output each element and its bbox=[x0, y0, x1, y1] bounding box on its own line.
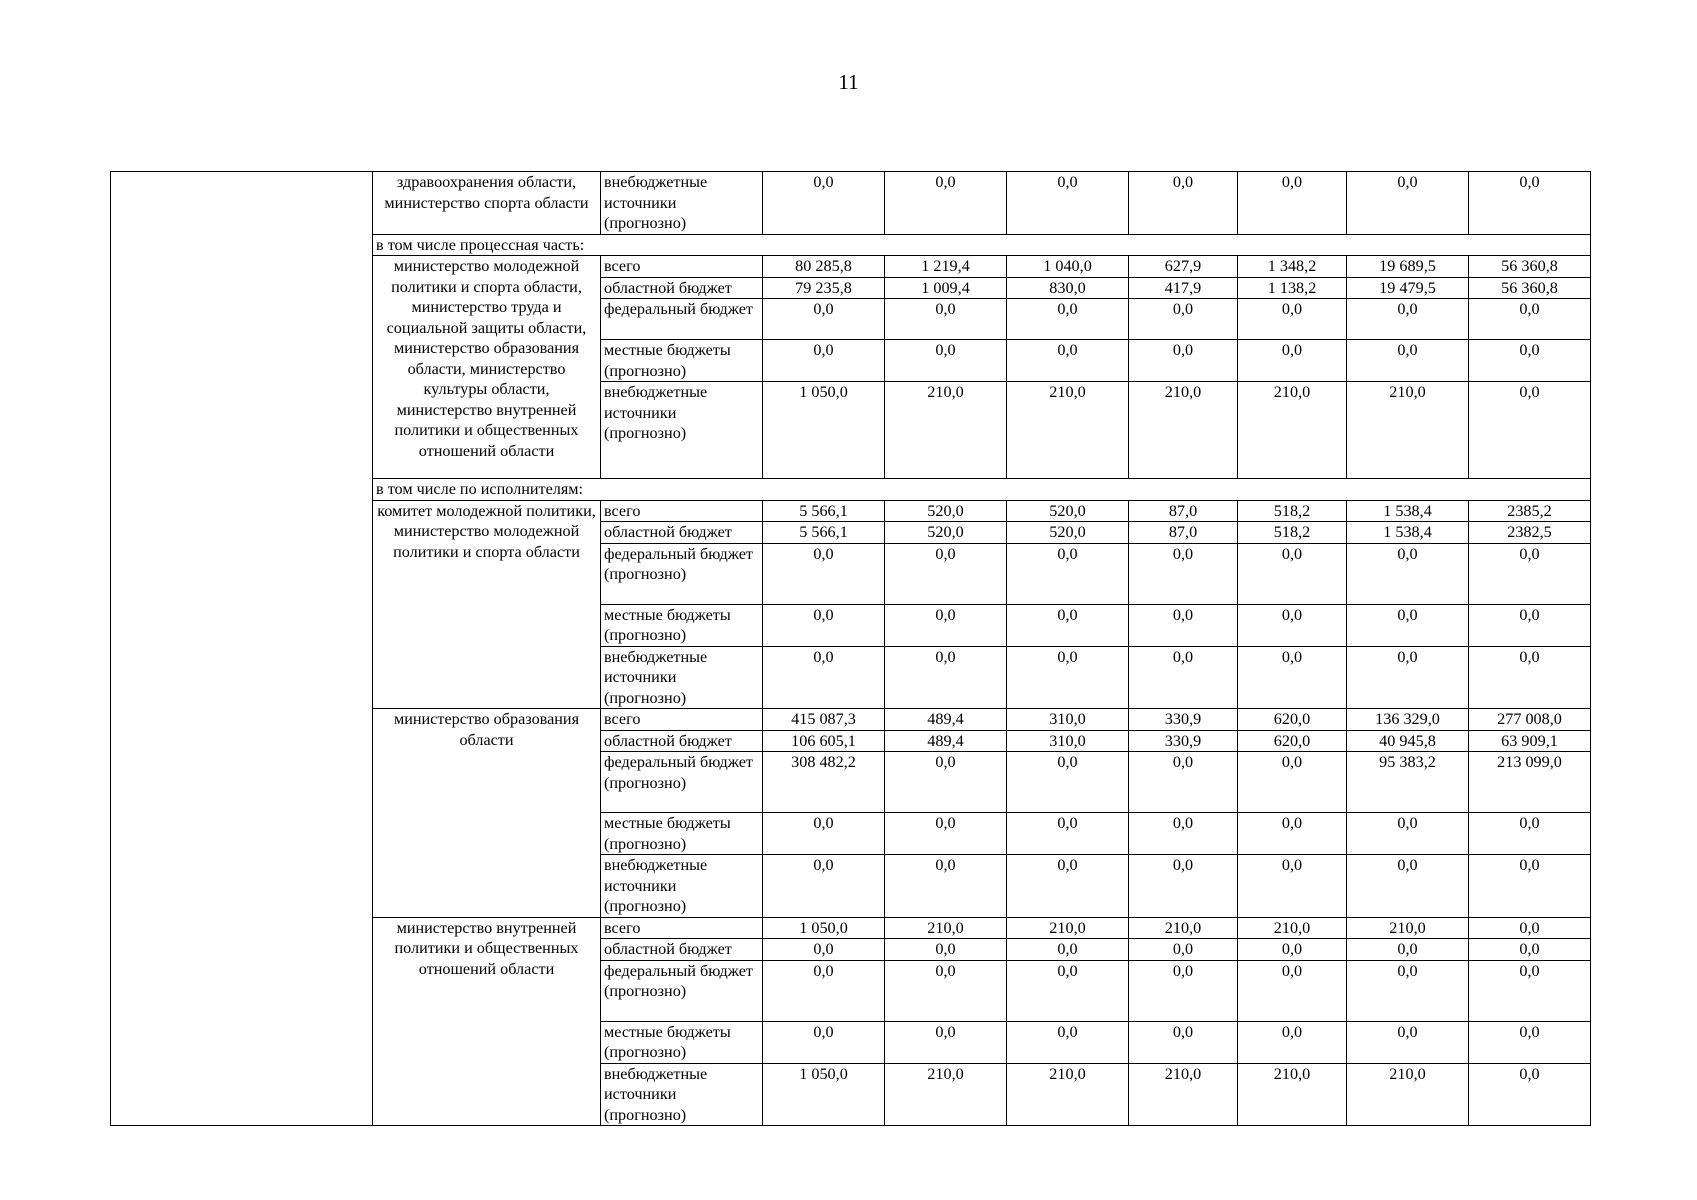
executor-cell: министерство внутренней политики и общественных отношений области bbox=[373, 917, 601, 1126]
value-cell: 80 285,8 bbox=[763, 256, 885, 278]
value-cell: 63 909,1 bbox=[1469, 730, 1591, 752]
funding-source-cell: областной бюджет bbox=[601, 277, 763, 299]
funding-source-cell: внебюджетные источники (прогнозно) bbox=[601, 1063, 763, 1126]
value-cell: 0,0 bbox=[1347, 543, 1469, 604]
funding-source-cell: местные бюджеты (прогнозно) bbox=[601, 1021, 763, 1063]
value-cell: 310,0 bbox=[1007, 730, 1129, 752]
value-cell: 330,9 bbox=[1129, 730, 1238, 752]
value-cell: 19 689,5 bbox=[1347, 256, 1469, 278]
value-cell: 0,0 bbox=[885, 813, 1007, 855]
funding-source-cell: внебюджетные источники (прогнозно) bbox=[601, 382, 763, 479]
value-cell: 0,0 bbox=[1129, 646, 1238, 709]
value-cell: 210,0 bbox=[1007, 382, 1129, 479]
blank-first-column bbox=[111, 172, 373, 1126]
value-cell: 0,0 bbox=[1129, 1021, 1238, 1063]
value-cell: 489,4 bbox=[885, 709, 1007, 731]
funding-source-cell: областной бюджет bbox=[601, 522, 763, 544]
value-cell: 0,0 bbox=[1347, 1021, 1469, 1063]
value-cell: 0,0 bbox=[1238, 604, 1347, 646]
value-cell: 1 009,4 bbox=[885, 277, 1007, 299]
value-cell: 0,0 bbox=[1347, 855, 1469, 918]
value-cell: 0,0 bbox=[1469, 1063, 1591, 1126]
value-cell: 0,0 bbox=[1238, 646, 1347, 709]
value-cell: 0,0 bbox=[1238, 813, 1347, 855]
value-cell: 0,0 bbox=[763, 1021, 885, 1063]
value-cell: 56 360,8 bbox=[1469, 277, 1591, 299]
value-cell: 0,0 bbox=[1469, 939, 1591, 961]
value-cell: 1 538,4 bbox=[1347, 522, 1469, 544]
value-cell: 0,0 bbox=[1007, 604, 1129, 646]
value-cell: 0,0 bbox=[1469, 543, 1591, 604]
value-cell: 0,0 bbox=[763, 172, 885, 235]
value-cell: 210,0 bbox=[885, 1063, 1007, 1126]
value-cell: 0,0 bbox=[885, 299, 1007, 340]
value-cell: 415 087,3 bbox=[763, 709, 885, 731]
funding-source-cell: областной бюджет bbox=[601, 730, 763, 752]
value-cell: 627,9 bbox=[1129, 256, 1238, 278]
value-cell: 2382,5 bbox=[1469, 522, 1591, 544]
value-cell: 0,0 bbox=[1007, 813, 1129, 855]
value-cell: 87,0 bbox=[1129, 500, 1238, 522]
value-cell: 1 050,0 bbox=[763, 917, 885, 939]
value-cell: 520,0 bbox=[885, 500, 1007, 522]
value-cell: 0,0 bbox=[1007, 960, 1129, 1021]
value-cell: 0,0 bbox=[1238, 960, 1347, 1021]
value-cell: 210,0 bbox=[1347, 382, 1469, 479]
value-cell: 0,0 bbox=[763, 646, 885, 709]
value-cell: 0,0 bbox=[1007, 752, 1129, 813]
value-cell: 210,0 bbox=[1238, 1063, 1347, 1126]
value-cell: 0,0 bbox=[1469, 382, 1591, 479]
value-cell: 0,0 bbox=[1129, 543, 1238, 604]
funding-source-cell: внебюджетные источники (прогнозно) bbox=[601, 172, 763, 235]
value-cell: 210,0 bbox=[1347, 917, 1469, 939]
value-cell: 0,0 bbox=[1007, 939, 1129, 961]
section-label: в том числе процессная часть: bbox=[373, 234, 1591, 256]
value-cell: 0,0 bbox=[1469, 855, 1591, 918]
value-cell: 213 099,0 bbox=[1469, 752, 1591, 813]
value-cell: 0,0 bbox=[885, 855, 1007, 918]
value-cell: 0,0 bbox=[763, 604, 885, 646]
value-cell: 210,0 bbox=[1007, 917, 1129, 939]
value-cell: 1 050,0 bbox=[763, 1063, 885, 1126]
value-cell: 210,0 bbox=[1129, 917, 1238, 939]
value-cell: 1 538,4 bbox=[1347, 500, 1469, 522]
value-cell: 210,0 bbox=[1129, 382, 1238, 479]
value-cell: 0,0 bbox=[1238, 340, 1347, 382]
value-cell: 0,0 bbox=[1129, 855, 1238, 918]
value-cell: 210,0 bbox=[885, 917, 1007, 939]
value-cell: 0,0 bbox=[885, 646, 1007, 709]
value-cell: 210,0 bbox=[885, 382, 1007, 479]
value-cell: 417,9 bbox=[1129, 277, 1238, 299]
table-row bbox=[111, 172, 1591, 235]
value-cell: 0,0 bbox=[885, 604, 1007, 646]
value-cell: 0,0 bbox=[1347, 939, 1469, 961]
value-cell: 210,0 bbox=[1238, 382, 1347, 479]
value-cell: 0,0 bbox=[1238, 543, 1347, 604]
value-cell: 620,0 bbox=[1238, 709, 1347, 731]
value-cell: 620,0 bbox=[1238, 730, 1347, 752]
value-cell: 0,0 bbox=[1347, 172, 1469, 235]
funding-source-cell: местные бюджеты (прогнозно) bbox=[601, 340, 763, 382]
value-cell: 0,0 bbox=[1469, 172, 1591, 235]
value-cell: 308 482,2 bbox=[763, 752, 885, 813]
value-cell: 0,0 bbox=[885, 340, 1007, 382]
value-cell: 106 605,1 bbox=[763, 730, 885, 752]
value-cell: 79 235,8 bbox=[763, 277, 885, 299]
funding-source-cell: федеральный бюджет bbox=[601, 299, 763, 340]
value-cell: 56 360,8 bbox=[1469, 256, 1591, 278]
value-cell: 1 348,2 bbox=[1238, 256, 1347, 278]
executor-cell: министерство образования области bbox=[373, 709, 601, 918]
value-cell: 0,0 bbox=[1129, 340, 1238, 382]
value-cell: 0,0 bbox=[1347, 813, 1469, 855]
value-cell: 210,0 bbox=[1238, 917, 1347, 939]
funding-source-cell: внебюджетные источники (прогнозно) bbox=[601, 646, 763, 709]
value-cell: 0,0 bbox=[763, 960, 885, 1021]
value-cell: 0,0 bbox=[885, 939, 1007, 961]
value-cell: 520,0 bbox=[1007, 500, 1129, 522]
value-cell: 0,0 bbox=[1238, 855, 1347, 918]
value-cell: 0,0 bbox=[1469, 604, 1591, 646]
funding-source-cell: внебюджетные источники (прогнозно) bbox=[601, 855, 763, 918]
value-cell: 0,0 bbox=[763, 543, 885, 604]
value-cell: 87,0 bbox=[1129, 522, 1238, 544]
value-cell: 0,0 bbox=[1129, 299, 1238, 340]
value-cell: 0,0 bbox=[1469, 1021, 1591, 1063]
table-body bbox=[111, 172, 1591, 1126]
value-cell: 520,0 bbox=[1007, 522, 1129, 544]
value-cell: 210,0 bbox=[1129, 1063, 1238, 1126]
section-label: в том числе по исполнителям: bbox=[373, 479, 1591, 501]
value-cell: 210,0 bbox=[1007, 1063, 1129, 1126]
value-cell: 0,0 bbox=[1007, 172, 1129, 235]
value-cell: 0,0 bbox=[885, 543, 1007, 604]
value-cell: 0,0 bbox=[1007, 340, 1129, 382]
value-cell: 277 008,0 bbox=[1469, 709, 1591, 731]
value-cell: 0,0 bbox=[1129, 172, 1238, 235]
value-cell: 0,0 bbox=[885, 1021, 1007, 1063]
budget-table bbox=[110, 171, 1591, 1126]
value-cell: 0,0 bbox=[1238, 752, 1347, 813]
value-cell: 0,0 bbox=[1129, 939, 1238, 961]
value-cell: 19 479,5 bbox=[1347, 277, 1469, 299]
value-cell: 489,4 bbox=[885, 730, 1007, 752]
value-cell: 0,0 bbox=[1007, 646, 1129, 709]
value-cell: 0,0 bbox=[1469, 813, 1591, 855]
value-cell: 5 566,1 bbox=[763, 522, 885, 544]
value-cell: 0,0 bbox=[1347, 960, 1469, 1021]
value-cell: 0,0 bbox=[763, 340, 885, 382]
funding-source-cell: федеральный бюджет (прогнозно) bbox=[601, 752, 763, 813]
value-cell: 40 945,8 bbox=[1347, 730, 1469, 752]
executor-cell: комитет молодежной политики, министерство молодежной политики и спорта области bbox=[373, 500, 601, 709]
value-cell: 0,0 bbox=[1347, 604, 1469, 646]
value-cell: 0,0 bbox=[885, 172, 1007, 235]
page-number: 11 bbox=[838, 70, 859, 94]
value-cell: 0,0 bbox=[1007, 543, 1129, 604]
funding-source-cell: местные бюджеты (прогнозно) bbox=[601, 813, 763, 855]
value-cell: 0,0 bbox=[885, 752, 1007, 813]
value-cell: 0,0 bbox=[1238, 299, 1347, 340]
value-cell: 1 050,0 bbox=[763, 382, 885, 479]
executor-cell: здравоохранения области, министерство спорта области bbox=[373, 172, 601, 235]
funding-source-cell: всего bbox=[601, 256, 763, 278]
value-cell: 210,0 bbox=[1347, 1063, 1469, 1126]
value-cell: 330,9 bbox=[1129, 709, 1238, 731]
value-cell: 95 383,2 bbox=[1347, 752, 1469, 813]
value-cell: 1 040,0 bbox=[1007, 256, 1129, 278]
value-cell: 0,0 bbox=[1238, 1021, 1347, 1063]
value-cell: 0,0 bbox=[1347, 299, 1469, 340]
value-cell: 0,0 bbox=[1469, 299, 1591, 340]
value-cell: 0,0 bbox=[885, 960, 1007, 1021]
funding-source-cell: федеральный бюджет (прогнозно) bbox=[601, 543, 763, 604]
value-cell: 0,0 bbox=[1347, 340, 1469, 382]
funding-source-cell: всего bbox=[601, 709, 763, 731]
value-cell: 0,0 bbox=[763, 813, 885, 855]
value-cell: 0,0 bbox=[1238, 172, 1347, 235]
value-cell: 0,0 bbox=[1129, 813, 1238, 855]
funding-source-cell: всего bbox=[601, 500, 763, 522]
value-cell: 0,0 bbox=[1129, 604, 1238, 646]
funding-source-cell: местные бюджеты (прогнозно) bbox=[601, 604, 763, 646]
value-cell: 0,0 bbox=[1238, 939, 1347, 961]
value-cell: 0,0 bbox=[763, 855, 885, 918]
funding-source-cell: федеральный бюджет (прогнозно) bbox=[601, 960, 763, 1021]
value-cell: 0,0 bbox=[1129, 752, 1238, 813]
value-cell: 0,0 bbox=[1469, 917, 1591, 939]
funding-source-cell: областной бюджет bbox=[601, 939, 763, 961]
value-cell: 0,0 bbox=[1007, 855, 1129, 918]
funding-source-cell: всего bbox=[601, 917, 763, 939]
value-cell: 136 329,0 bbox=[1347, 709, 1469, 731]
value-cell: 0,0 bbox=[1469, 340, 1591, 382]
value-cell: 310,0 bbox=[1007, 709, 1129, 731]
value-cell: 0,0 bbox=[1129, 960, 1238, 1021]
value-cell: 0,0 bbox=[763, 299, 885, 340]
value-cell: 0,0 bbox=[1469, 960, 1591, 1021]
value-cell: 0,0 bbox=[1007, 299, 1129, 340]
value-cell: 0,0 bbox=[1469, 646, 1591, 709]
value-cell: 5 566,1 bbox=[763, 500, 885, 522]
value-cell: 0,0 bbox=[763, 939, 885, 961]
value-cell: 520,0 bbox=[885, 522, 1007, 544]
value-cell: 0,0 bbox=[1347, 646, 1469, 709]
value-cell: 2385,2 bbox=[1469, 500, 1591, 522]
value-cell: 518,2 bbox=[1238, 522, 1347, 544]
value-cell: 1 219,4 bbox=[885, 256, 1007, 278]
value-cell: 518,2 bbox=[1238, 500, 1347, 522]
executor-cell: министерство молодежной политики и спорта области, министерство труда и социальной защиты области, министерство образования области, министерство культуры области, министерство внутренней политики и общественных отношений области bbox=[373, 256, 601, 479]
value-cell: 1 138,2 bbox=[1238, 277, 1347, 299]
value-cell: 0,0 bbox=[1007, 1021, 1129, 1063]
value-cell: 830,0 bbox=[1007, 277, 1129, 299]
